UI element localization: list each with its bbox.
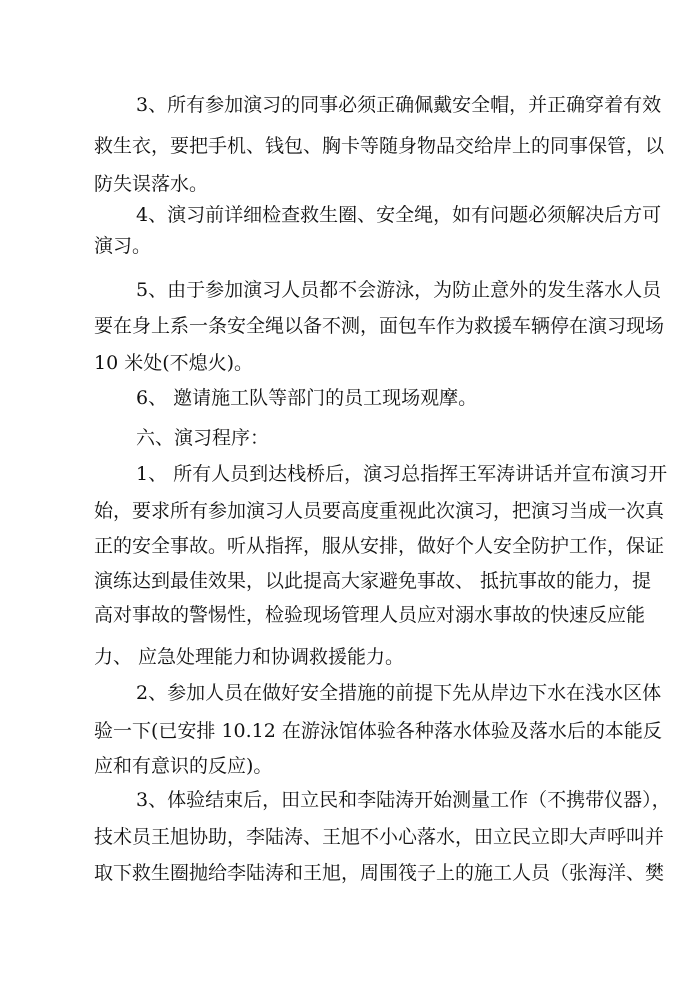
paragraph-3-line-3: 防失误落水。	[94, 173, 209, 195]
paragraph-5-line-3: 10 米处(不熄火)。	[94, 352, 254, 374]
paragraph-5-line-2: 要在身上系一条安全绳以备不测，面包车作为救援车辆停在演习现场	[94, 315, 665, 337]
paragraph-3-line-1: 3、所有参加演习的同事必须正确佩戴安全帽，并正确穿着有效	[136, 94, 662, 116]
procedure-3-line-2: 技术员王旭协助，李陆涛、王旭不小心落水，田立民立即大声呼叫并	[94, 826, 665, 848]
paragraph-5-line-1: 5、由于参加演习人员都不会游泳，为防止意外的发生落水人员	[136, 279, 662, 301]
procedure-3-line-1: 3、体验结束后，田立民和李陆涛开始测量工作（不携带仪器），	[136, 789, 671, 811]
procedure-2-line-1: 2、参加人员在做好安全措施的前提下先从岸边下水在浅水区体	[136, 682, 662, 704]
procedure-1-line-2: 始，要求所有参加演习人员要高度重视此次演习，把演习当成一次真	[94, 500, 665, 522]
section-heading-exercise-procedure: 六、演习程序：	[136, 427, 270, 449]
procedure-2-line-3: 应和有意识的反应)。	[94, 755, 273, 777]
procedure-3-line-3: 取下救生圈抛给李陆涛和王旭，周围筏子上的施工人员（张海洋、樊	[94, 862, 665, 884]
paragraph-4-line-1: 4、演习前详细检查救生圈、安全绳，如有问题必须解决后方可	[136, 204, 662, 226]
procedure-1-line-3: 正的安全事故。听从指挥，服从安排，做好个人安全防护工作，保证	[94, 535, 665, 557]
procedure-1-line-6: 力、 应急处理能力和协调救援能力。	[94, 646, 405, 668]
procedure-1-line-5: 高对事故的警惕性，检验现场管理人员应对溺水事故的快速反应能	[94, 604, 646, 626]
procedure-1-line-4: 演练达到最佳效果，以此提高大家避免事故、 抵抗事故的能力，提	[94, 570, 652, 592]
paragraph-6-line-1: 6、 邀请施工队等部门的员工现场观摩。	[136, 387, 478, 409]
paragraph-4-line-2: 演习。	[94, 235, 152, 257]
paragraph-3-line-2: 救生衣，要把手机、钱包、胸卡等随身物品交给岸上的同事保管，以	[94, 135, 665, 157]
procedure-1-line-1: 1、 所有人员到达栈桥后，演习总指挥王军涛讲话并宣布演习开	[136, 463, 668, 485]
procedure-2-line-2: 验一下(已安排 10.12 在游泳馆体验各种落水体验及落水后的本能反	[94, 720, 662, 742]
